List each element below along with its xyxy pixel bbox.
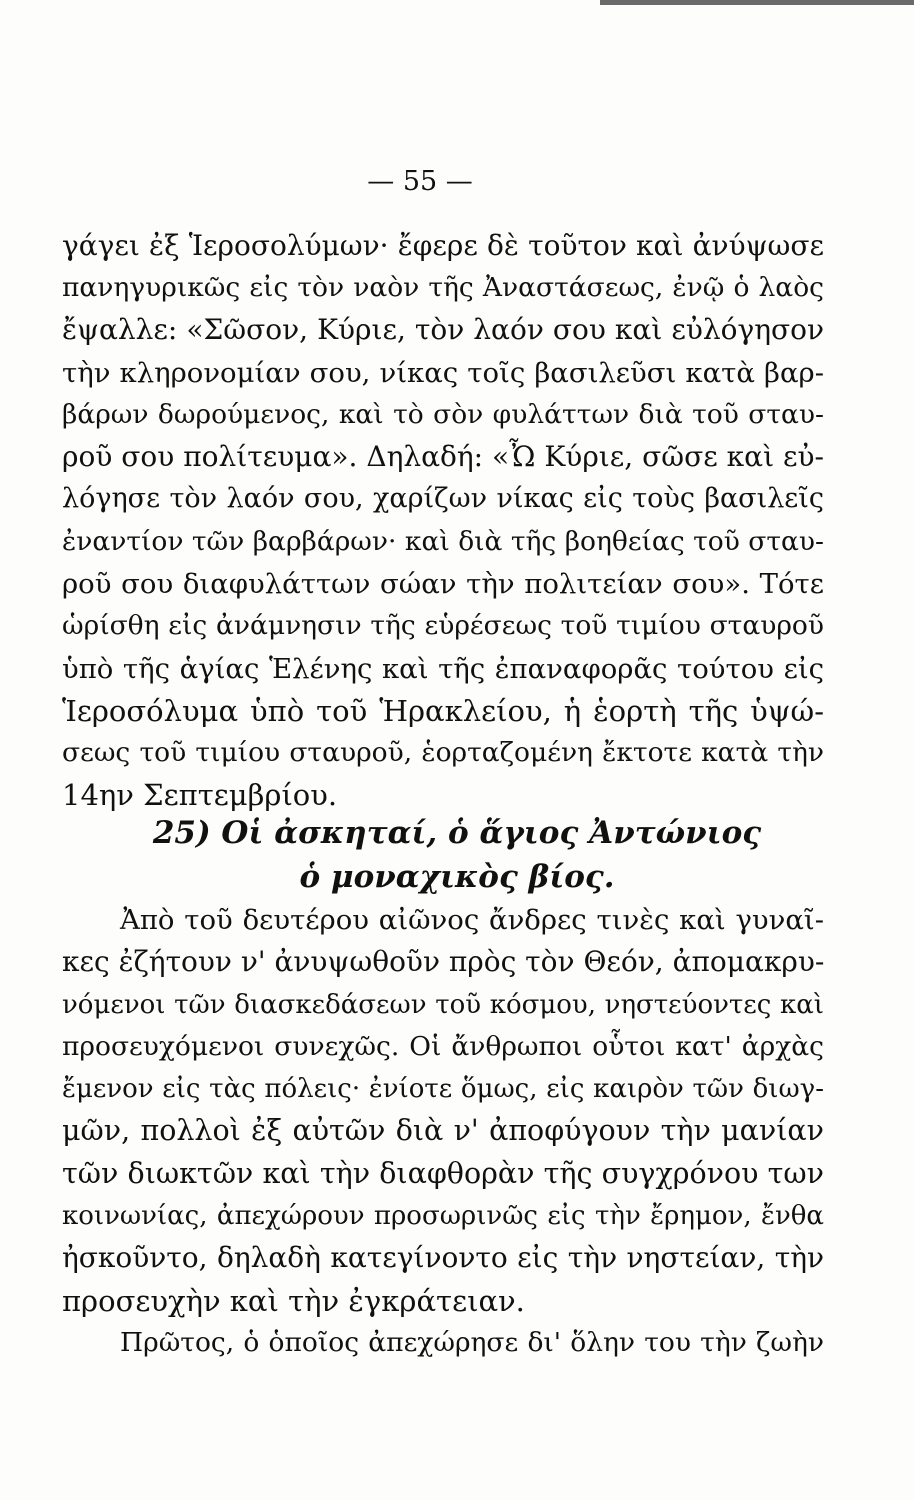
paragraph-1-line: γάγει ἐξ Ἱεροσολύμων· ἔφερε δὲ τοῦτον καὶ ἀνύψωσε: [62, 229, 824, 262]
paragraph-1-line: 14ην Σεπτεμβρίου.: [62, 778, 338, 812]
paragraph-2-line: μῶν, πολλοὶ ἐξ αὐτῶν διὰ ν' ἀποφύγουν τὴν μανίαν: [62, 1114, 824, 1147]
top-edge-rule: [600, 0, 914, 5]
paragraph-3-line: Πρῶτος, ὁ ὁποῖος ἀπεχώρησε δι' ὅλην του τὴν ζωὴν: [120, 1327, 824, 1358]
page-number: — 55 —: [367, 166, 473, 197]
paragraph-2-line: ἠσκοῦντο, δηλαδὴ κατεγίνοντο εἰς τὴν νηστείαν, τὴν: [62, 1241, 824, 1274]
paragraph-1-line: σεως τοῦ τιμίου σταυροῦ, ἑορταζομένη ἔκτοτε κατὰ τὴν: [62, 737, 824, 768]
paragraph-1-line: ροῦ σου διαφυλάττων σώαν τὴν πολιτείαν σου». Τότε: [62, 568, 824, 600]
paragraph-1-line: βάρων δωρούμενος, καὶ τὸ σὸν φυλάττων διὰ τοῦ σταυ-: [62, 399, 824, 430]
paragraph-2-line: ἔμενον εἰς τὰς πόλεις· ἐνίοτε ὅμως, εἰς καιρὸν τῶν διωγ-: [62, 1074, 824, 1104]
paragraph-1-line: πανηγυρικῶς εἰς τὸν ναὸν τῆς Ἀναστάσεως, ἐνῷ ὁ λαὸς: [62, 272, 824, 303]
paragraph-1-line: ὡρίσθη εἰς ἀνάμνησιν τῆς εὑρέσεως τοῦ τιμίου σταυροῦ: [62, 610, 824, 641]
paragraph-1-line: λόγησε τὸν λαόν σου, χαρίζων νίκας εἰς τοὺς βασιλεῖς: [62, 483, 824, 514]
paragraph-1-line: ἐναντίον τῶν βαρβάρων· καὶ διὰ τῆς βοηθείας τοῦ σταυ-: [62, 526, 824, 557]
paragraph-2-line: προσευχὴν καὶ τὴν ἐγκράτειαν.: [62, 1284, 525, 1318]
paragraph-1-line: ὑπὸ τῆς ἁγίας Ἑλένης καὶ τῆς ἐπαναφορᾶς τούτου εἰς: [62, 653, 824, 685]
paragraph-2-line: νόμενοι τῶν διασκεδάσεων τοῦ κόσμου, νηστεύοντες καὶ: [62, 990, 824, 1020]
paragraph-1-line: ἔψαλλε: «Σῶσον, Κύριε, τὸν λαόν σου καὶ εὐλόγησον: [62, 313, 824, 346]
paragraph-2-line: Ἀπὸ τοῦ δευτέρου αἰῶνος ἄνδρες τινὲς καὶ γυναῖ-: [120, 904, 824, 936]
paragraph-2-line: κες ἐζήτουν ν' ἀνυψωθοῦν πρὸς τὸν Θεόν, ἀπομακρυ-: [62, 945, 825, 978]
paragraph-1-line: τὴν κληρονομίαν σου, νίκας τοῖς βασιλεῦσι κατὰ βαρ-: [62, 357, 824, 389]
paragraph-2-line: κοινωνίας, ἀπεχώρουν προσωρινῶς εἰς τὴν ἔρημον, ἔνθα: [62, 1201, 824, 1231]
paragraph-2-line: τῶν διωκτῶν καὶ τὴν διαφθορὰν τῆς συγχρόνου των: [62, 1157, 824, 1190]
section-heading-line: ὁ μοναχικὸς βίος.: [299, 859, 615, 895]
paragraph-2-line: προσευχόμενοι συνεχῶς. Οἱ ἄνθρωποι οὗτοι κατ' ἀρχὰς: [62, 1031, 824, 1062]
section-heading-line: 25) Οἱ ἀσκηταί, ὁ ἅγιος Ἀντώνιος: [152, 815, 762, 851]
paragraph-1-line: Ἱεροσόλυμα ὑπὸ τοῦ Ἡρακλείου, ἡ ἑορτὴ τῆς ὑψώ-: [62, 694, 824, 728]
paragraph-1-line: ροῦ σου πολίτευμα». Δηλαδή: «Ὦ Κύριε, σῶσε καὶ εὐ-: [62, 440, 824, 473]
